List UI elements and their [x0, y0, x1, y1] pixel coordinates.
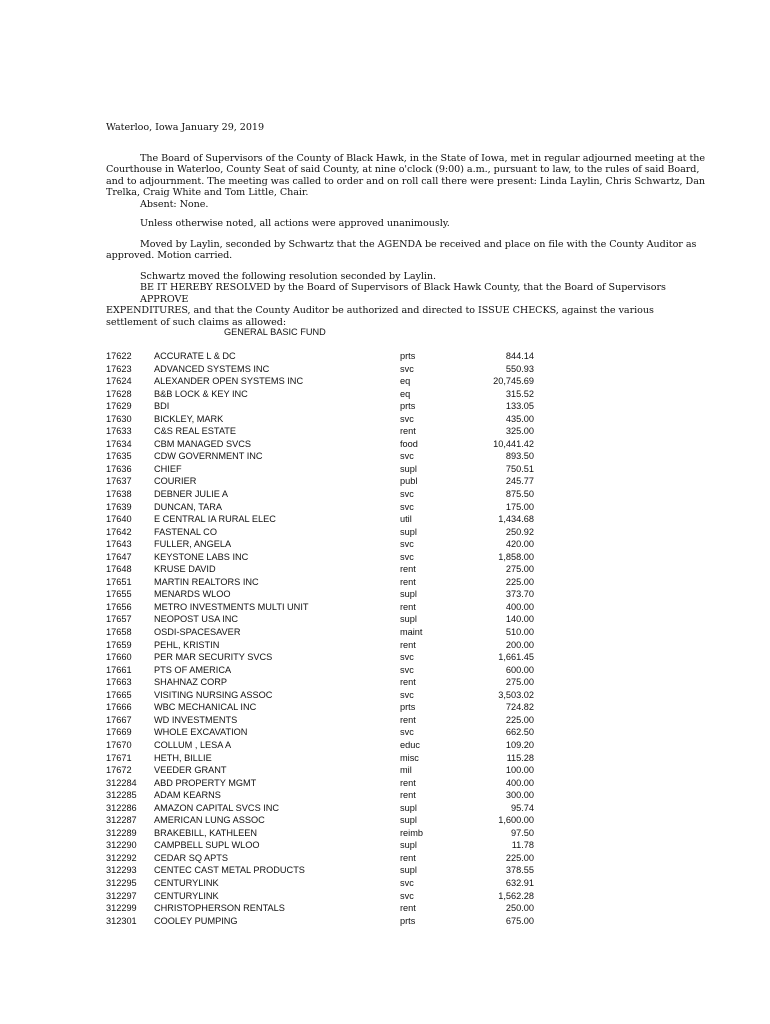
claim-number: 312297 [106, 890, 137, 901]
expense-category: rent [400, 576, 416, 587]
claim-row [106, 450, 534, 463]
resolution-paragraph [106, 271, 706, 328]
claim-row [106, 802, 534, 815]
claim-amount: 97.50 [511, 827, 534, 838]
claim-amount: 550.93 [505, 363, 534, 374]
claim-number: 312295 [106, 877, 137, 888]
claim-amount: 420.00 [505, 539, 534, 550]
claim-amount: 1,562.28 [498, 890, 534, 901]
claim-amount: 675.00 [505, 915, 534, 926]
claims-table [106, 350, 534, 927]
expense-category: svc [400, 551, 414, 562]
claim-row [106, 701, 534, 714]
claim-row [106, 877, 534, 890]
expense-category: supl [400, 614, 417, 625]
claim-amount: 175.00 [505, 501, 534, 512]
claim-amount: 632.91 [505, 877, 534, 888]
vendor-name: ACCURATE L & DC [154, 351, 236, 361]
vendor-name: BICKLEY, MARK [154, 413, 224, 424]
vendor-name: KEYSTONE LABS INC [154, 551, 249, 562]
claim-row [106, 601, 534, 614]
claim-row [106, 777, 534, 790]
agenda-continuation: approved. Motion carried. [106, 250, 233, 262]
vendor-name: DUNCAN, TARA [154, 501, 223, 512]
claim-number: 17667 [106, 714, 132, 725]
vendor-name: KRUSE DAVID [154, 564, 216, 575]
expense-category: util [400, 514, 412, 525]
claim-row [106, 363, 534, 376]
claim-row [106, 551, 534, 564]
claim-number: 17665 [106, 689, 132, 700]
claim-amount: 11.78 [511, 840, 534, 851]
claim-number: 17633 [106, 426, 132, 437]
expense-category: rent [400, 601, 416, 612]
claim-row [106, 664, 534, 677]
claim-number: 17657 [106, 614, 132, 625]
agenda-paragraph [106, 239, 706, 262]
vendor-name: AMAZON CAPITAL SVCS INC [154, 802, 280, 813]
claim-number: 312287 [106, 815, 137, 826]
claim-amount: 378.55 [505, 865, 534, 876]
claim-row [106, 789, 534, 802]
vendor-name: ADVANCED SYSTEMS INC [154, 363, 270, 374]
expense-category: svc [400, 890, 414, 901]
claim-amount: 373.70 [505, 589, 534, 600]
claim-row [106, 864, 534, 877]
vendor-name: CENTEC CAST METAL PRODUCTS [154, 865, 305, 876]
claim-amount: 510.00 [505, 627, 534, 638]
expense-category: svc [400, 877, 414, 888]
claim-row [106, 651, 534, 664]
claim-amount: 100.00 [505, 765, 534, 776]
claim-number: 17642 [106, 526, 132, 537]
claim-amount: 1,661.45 [498, 652, 534, 663]
claim-row [106, 689, 534, 702]
claim-row [106, 513, 534, 526]
claim-number: 17663 [106, 677, 132, 688]
vendor-name: CBM MANAGED SVCS [154, 438, 251, 449]
claim-amount: 250.92 [505, 526, 534, 537]
claim-number: 17635 [106, 451, 132, 462]
vendor-name: DEBNER JULIE A [154, 489, 229, 500]
expense-category: svc [400, 539, 414, 550]
expense-category: svc [400, 727, 414, 738]
claim-number: 17666 [106, 702, 132, 713]
vendor-name: NEOPOST USA INC [154, 614, 239, 625]
resolution-continuation: EXPENDITURES, and that the County Auditor be authorized and directed to ISSUE CHECKS, against the various settlement of such claims as allowed: [106, 305, 654, 328]
resolution-second-line: BE IT HEREBY RESOLVED by the Board of Supervisors of Black Hawk County, that the Board of Supervisors APPROVE [140, 282, 666, 305]
claim-number: 17634 [106, 438, 132, 449]
expense-category: prts [400, 401, 416, 412]
claim-amount: 1,858.00 [498, 551, 534, 562]
vendor-name: CHRISTOPHERSON RENTALS [154, 903, 285, 914]
claim-number: 17651 [106, 576, 132, 587]
claim-number: 17647 [106, 551, 132, 562]
expense-category: misc [400, 752, 419, 763]
claim-row [106, 752, 534, 765]
vendor-name: OSDI-SPACESAVER [154, 627, 241, 638]
unanimous-paragraph [106, 218, 706, 229]
claim-row [106, 626, 534, 639]
claim-amount: 95.74 [511, 802, 534, 813]
expense-category: rent [400, 777, 416, 788]
expense-category: supl [400, 815, 417, 826]
claim-amount: 140.00 [505, 614, 534, 625]
expense-category: svc [400, 413, 414, 424]
vendor-name: CENTURYLINK [154, 877, 219, 888]
vendor-name: FASTENAL CO [154, 526, 217, 537]
claim-number: 17640 [106, 514, 132, 525]
claim-number: 312293 [106, 865, 137, 876]
claim-number: 17671 [106, 752, 132, 763]
vendor-name: VISITING NURSING ASSOC [154, 689, 273, 700]
claim-row [106, 438, 534, 451]
claim-amount: 750.51 [505, 463, 534, 474]
claim-row [106, 488, 534, 501]
expense-category: svc [400, 652, 414, 663]
unanimous-line: Unless otherwise noted, all actions were approved unanimously. [140, 218, 450, 229]
claim-amount: 133.05 [505, 401, 534, 412]
claim-number: 312290 [106, 840, 137, 851]
claim-number: 17658 [106, 627, 132, 638]
vendor-name: HETH, BILLIE [154, 752, 212, 763]
claim-row [106, 764, 534, 777]
claim-amount: 275.00 [505, 677, 534, 688]
vendor-name: C&S REAL ESTATE [154, 426, 237, 437]
claim-amount: 1,434.68 [498, 514, 534, 525]
date-line: Waterloo, Iowa January 29, 2019 [106, 122, 265, 133]
claim-number: 312299 [106, 903, 137, 914]
claim-amount: 200.00 [505, 639, 534, 650]
vendor-name: SHAHNAZ CORP [154, 677, 227, 688]
vendor-name: AMERICAN LUNG ASSOC [154, 815, 265, 826]
claim-number: 312286 [106, 802, 137, 813]
claim-amount: 875.50 [505, 489, 534, 500]
claim-row [106, 526, 534, 539]
resolution-first-line: Schwartz moved the following resolution seconded by Laylin. [140, 271, 437, 282]
fund-title: GENERAL BASIC FUND [224, 327, 326, 337]
vendor-name: COOLEY PUMPING [154, 915, 238, 926]
claim-row [106, 714, 534, 727]
expense-category: mil [400, 765, 412, 776]
claim-row [106, 814, 534, 827]
vendor-name: E CENTRAL IA RURAL ELEC [154, 514, 276, 525]
claim-row [106, 827, 534, 840]
claim-amount: 225.00 [505, 852, 534, 863]
claim-number: 17622 [106, 351, 132, 361]
vendor-name: WHOLE EXCAVATION [154, 727, 248, 738]
expense-category: rent [400, 564, 416, 575]
vendor-name: ABD PROPERTY MGMT [154, 777, 257, 788]
vendor-name: VEEDER GRANT [154, 765, 227, 776]
expense-category: reimb [400, 827, 423, 838]
claim-number: 17638 [106, 489, 132, 500]
expense-category: rent [400, 639, 416, 650]
claim-row [106, 463, 534, 476]
expense-category: maint [400, 627, 423, 638]
claim-number: 17643 [106, 539, 132, 550]
claim-number: 312284 [106, 777, 137, 788]
claim-number: 17672 [106, 765, 132, 776]
expense-category: rent [400, 852, 416, 863]
claim-amount: 115.28 [506, 752, 534, 763]
claim-number: 17629 [106, 401, 132, 412]
vendor-name: MARTIN REALTORS INC [154, 576, 259, 587]
expense-category: prts [400, 351, 416, 361]
claim-row [106, 563, 534, 576]
claim-amount: 245.77 [505, 476, 534, 487]
vendor-name: COURIER [154, 476, 197, 487]
vendor-name: B&B LOCK & KEY INC [154, 388, 248, 399]
expense-category: svc [400, 689, 414, 700]
expense-category: supl [400, 526, 417, 537]
claim-amount: 1,600.00 [498, 815, 534, 826]
claim-row [106, 588, 534, 601]
claim-row [106, 501, 534, 514]
claim-row [106, 915, 534, 928]
agenda-first-line: Moved by Laylin, seconded by Schwartz that the AGENDA be received and place on file with the County Auditor as [140, 239, 697, 250]
claim-amount: 3,503.02 [498, 689, 534, 700]
claim-row [106, 350, 534, 363]
claim-number: 17636 [106, 463, 132, 474]
vendor-name: WD INVESTMENTS [154, 714, 238, 725]
claim-row [106, 902, 534, 915]
claim-row [106, 726, 534, 739]
claim-amount: 400.00 [505, 601, 534, 612]
claim-row [106, 538, 534, 551]
claim-number: 312285 [106, 790, 137, 801]
meeting-paragraph-first-line: The Board of Supervisors of the County of Black Hawk, in the State of Iowa, met in regular adjourned meeting at the [140, 153, 706, 164]
expense-category: educ [400, 739, 420, 750]
claim-row [106, 739, 534, 752]
claim-row [106, 475, 534, 488]
claim-number: 17661 [106, 664, 132, 675]
claim-row [106, 852, 534, 865]
expense-category: rent [400, 790, 416, 801]
claim-number: 312292 [106, 852, 137, 863]
claim-amount: 724.82 [505, 702, 534, 713]
expense-category: supl [400, 840, 417, 851]
claim-number: 17624 [106, 376, 132, 387]
expense-category: eq [400, 388, 411, 399]
claim-number: 17660 [106, 652, 132, 663]
meeting-paragraph-continuation: Courthouse in Waterloo, County Seat of said County, at nine o'clock (9:00) a.m., pursuant to law, to the rules of said Board, and to adjournment. The meeting was called to order and on roll call there were present: Linda Laylin, Chris Schwartz, Dan Trelka, Craig White and Tom Little, Chair. [106, 164, 705, 199]
meeting-paragraph [106, 153, 706, 210]
expense-category: svc [400, 501, 414, 512]
vendor-name: CHIEF [154, 463, 182, 474]
vendor-name: PER MAR SECURITY SVCS [154, 652, 273, 663]
vendor-name: COLLUM , LESA A [154, 739, 232, 750]
expense-category: rent [400, 426, 416, 437]
claim-number: 17659 [106, 639, 132, 650]
claim-row [106, 639, 534, 652]
expense-category: rent [400, 677, 416, 688]
expense-category: svc [400, 451, 414, 462]
vendor-name: FULLER, ANGELA [154, 539, 232, 550]
claim-amount: 315.52 [505, 388, 534, 399]
claim-amount: 844.14 [505, 351, 534, 361]
claim-amount: 250.00 [505, 903, 534, 914]
claim-number: 17669 [106, 727, 132, 738]
claim-number: 17639 [106, 501, 132, 512]
claim-amount: 893.50 [505, 451, 534, 462]
absent-line: Absent: None. [140, 198, 209, 210]
claim-number: 17630 [106, 413, 132, 424]
expense-category: supl [400, 865, 417, 876]
claim-amount: 225.00 [505, 576, 534, 587]
vendor-name: PEHL, KRISTIN [154, 639, 220, 650]
expense-category: supl [400, 589, 417, 600]
claim-number: 17670 [106, 739, 132, 750]
claim-number: 17623 [106, 363, 132, 374]
expense-category: eq [400, 376, 411, 387]
claim-amount: 400.00 [505, 777, 534, 788]
vendor-name: CENTURYLINK [154, 890, 219, 901]
claim-row [106, 400, 534, 413]
claim-amount: 435.00 [505, 413, 534, 424]
claim-row [106, 375, 534, 388]
claims-table-body [106, 350, 534, 927]
claim-amount: 662.50 [505, 727, 534, 738]
vendor-name: MENARDS WLOO [154, 589, 231, 600]
claim-number: 312301 [106, 915, 137, 926]
claim-amount: 600.00 [505, 664, 534, 675]
claim-number: 17637 [106, 476, 132, 487]
vendor-name: ADAM KEARNS [154, 790, 221, 801]
claim-amount: 109.20 [505, 739, 534, 750]
expense-category: rent [400, 714, 416, 725]
claim-amount: 275.00 [505, 564, 534, 575]
claim-row [106, 890, 534, 903]
expense-category: svc [400, 363, 414, 374]
expense-category: svc [400, 489, 414, 500]
claim-row [106, 425, 534, 438]
expense-category: prts [400, 702, 416, 713]
vendor-name: CEDAR SQ APTS [154, 852, 229, 863]
claim-row [106, 388, 534, 401]
vendor-name: CAMPBELL SUPL WLOO [154, 840, 260, 851]
vendor-name: WBC MECHANICAL INC [154, 702, 257, 713]
claim-amount: 20,745.69 [493, 376, 534, 387]
vendor-name: BRAKEBILL, KATHLEEN [154, 827, 257, 838]
expense-category: supl [400, 463, 417, 474]
claim-number: 312289 [106, 827, 137, 838]
claim-row [106, 576, 534, 589]
claim-row [106, 839, 534, 852]
claim-amount: 10,441.42 [493, 438, 534, 449]
claim-row [106, 413, 534, 426]
vendor-name: PTS OF AMERICA [154, 664, 232, 675]
claim-number: 17628 [106, 388, 132, 399]
expense-category: rent [400, 903, 416, 914]
vendor-name: BDI [154, 401, 170, 412]
vendor-name: METRO INVESTMENTS MULTI UNIT [154, 601, 309, 612]
expense-category: food [400, 438, 418, 449]
claim-amount: 325.00 [505, 426, 534, 437]
expense-category: publ [400, 476, 418, 487]
claim-row [106, 613, 534, 626]
claim-number: 17656 [106, 601, 132, 612]
expense-category: prts [400, 915, 416, 926]
expense-category: supl [400, 802, 417, 813]
claim-number: 17648 [106, 564, 132, 575]
vendor-name: CDW GOVERNMENT INC [154, 451, 263, 462]
claim-number: 17655 [106, 589, 132, 600]
claim-row [106, 676, 534, 689]
claim-amount: 300.00 [505, 790, 534, 801]
vendor-name: ALEXANDER OPEN SYSTEMS INC [154, 376, 304, 387]
claim-amount: 225.00 [505, 714, 534, 725]
expense-category: svc [400, 664, 414, 675]
